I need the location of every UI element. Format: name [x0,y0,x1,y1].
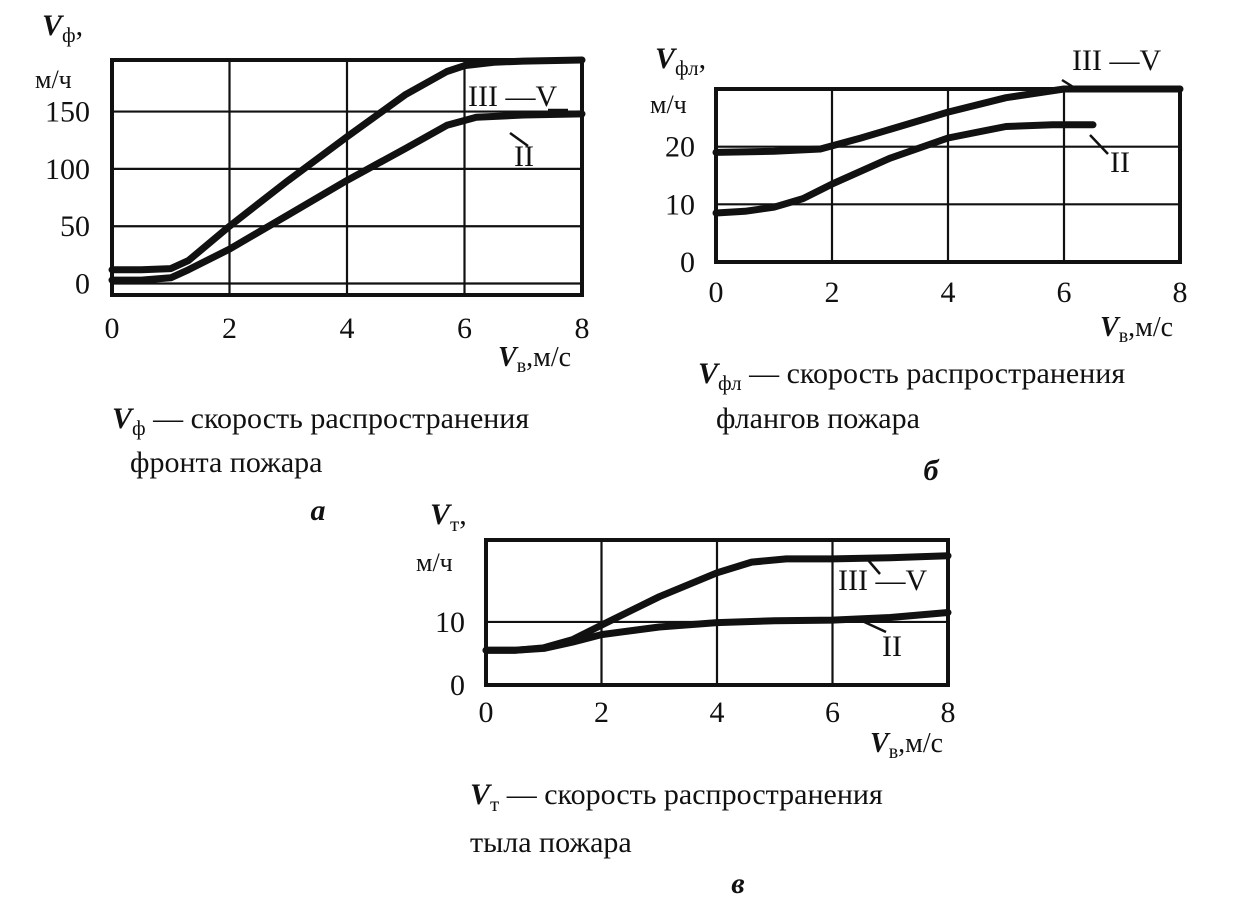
y-tick-label: 0 [680,246,695,279]
x-tick-label: 4 [709,696,725,729]
series-line-II [716,125,1093,213]
caption-line-1: $V_ф$ — скорость распространения [112,402,530,440]
x-axis-label: $V_в,м/с$ [1100,312,1174,347]
x-tick-label: 8 [574,312,590,345]
y-tick-label: 10 [665,188,695,222]
y-tick-label: 10 [435,605,465,639]
x-tick-label: 8 [940,696,956,729]
series-leader-line [1090,135,1108,154]
y-axis-label: $V_ф$, [42,9,84,47]
x-axis-label: $V_в,м/с$ [498,342,572,377]
x-tick-label: 4 [940,276,956,309]
y-axis-label: $V_т$, [430,498,467,536]
panel-label: в [731,867,745,900]
series-label: III —V [468,80,558,113]
y-axis-unit: м/ч [650,90,687,119]
caption-line-2: флангов пожара [716,402,920,435]
series-label: II [882,630,902,663]
series-label: III —V [1072,44,1162,77]
y-tick-label: 100 [45,152,90,186]
y-tick-label: 0 [75,267,90,301]
caption-line-2: тыла пожара [470,826,632,859]
x-tick-label: 6 [457,312,472,345]
x-axis-label: $V_в,м/с$ [870,728,944,763]
x-tick-label: 2 [222,312,237,345]
x-tick-label: 0 [478,696,494,729]
x-tick-label: 0 [708,276,724,309]
y-tick-label: 20 [665,130,695,164]
series-label: III —V [838,564,928,597]
panel-label: а [310,494,326,527]
x-tick-label: 8 [1172,276,1188,309]
caption-line-1: $V_т$ — скорость распространения [470,778,883,816]
y-tick-label: 150 [45,95,90,129]
chart-panel-3 [416,498,956,900]
caption-line-2: фронта пожара [130,446,323,479]
y-axis-unit: м/ч [35,65,72,94]
x-tick-label: 0 [104,312,120,345]
x-tick-label: 2 [594,696,609,729]
x-tick-label: 6 [825,696,840,729]
x-tick-label: 4 [339,312,355,345]
y-axis-unit: м/ч [416,548,453,577]
chart-panel-1 [35,9,590,527]
y-tick-label: 50 [60,210,90,244]
y-tick-label: 0 [450,669,465,702]
caption-line-1: $V_{фл}$ — скорость распространения [698,357,1126,395]
y-axis-label: $V_{фл}$, [655,42,707,80]
x-tick-label: 2 [824,276,840,309]
panel-label: б [923,454,939,487]
chart-panel-2 [650,42,1188,487]
series-label: II [514,140,534,173]
x-tick-label: 6 [1056,276,1072,309]
series-label: II [1110,146,1130,179]
